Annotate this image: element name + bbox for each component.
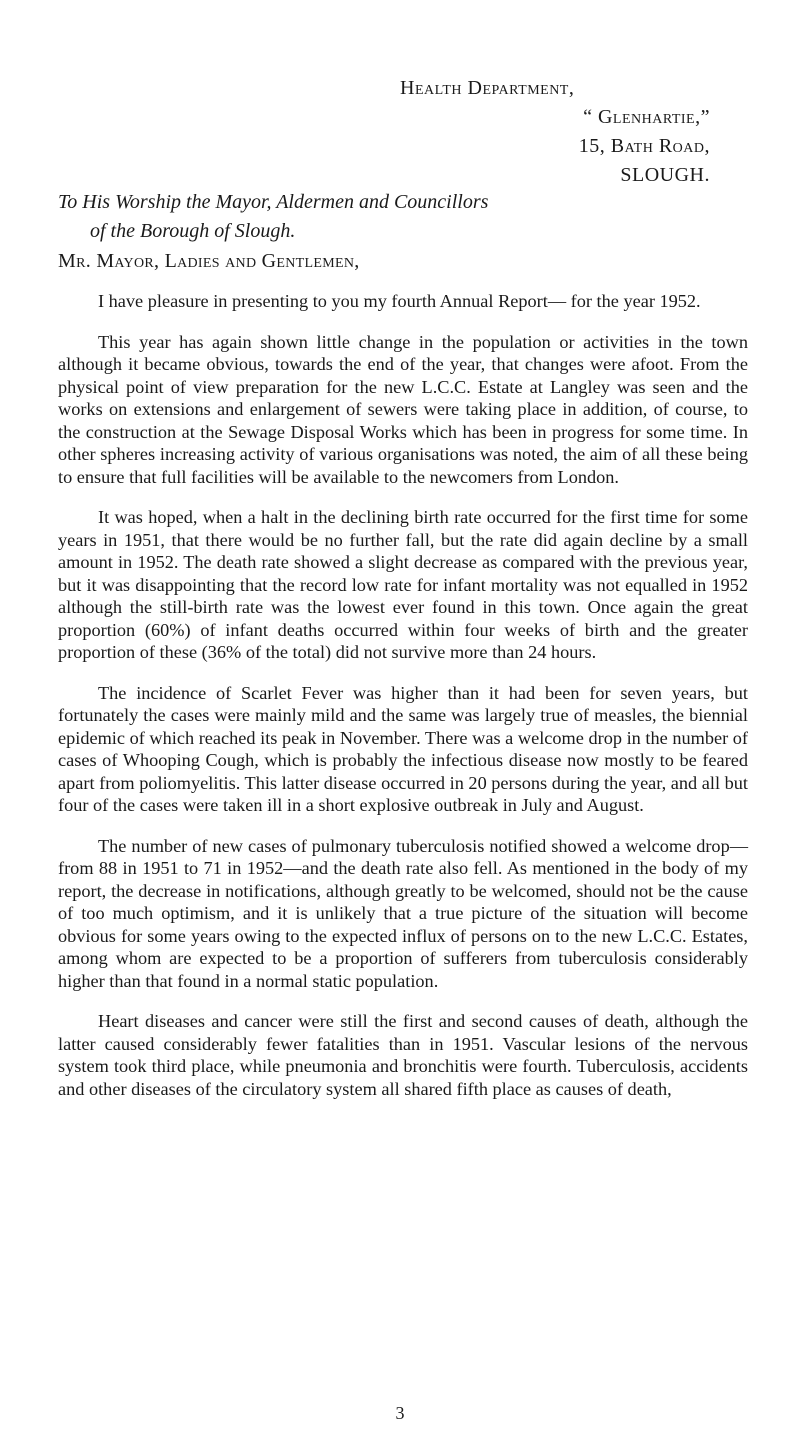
- paragraph-causes-of-death: Heart diseases and cancer were still the first and second causes of death, although the latter caused considerably fewer fatalities than in 1951. Vascular lesions of the nervous system took third place, while pneumonia and bronchitis were fourth. Tuberculosis, accidents and other diseases of the circulatory system all shared fifth place as causes of death,: [58, 1011, 748, 1099]
- address-town: SLOUGH.: [620, 164, 710, 186]
- recipient-line-1: To His Worship the Mayor, Aldermen and Councillors: [58, 191, 489, 213]
- address-building: “ Glenhartie,”: [583, 106, 710, 128]
- recipient-line-2: of the Borough of Slough.: [90, 220, 296, 242]
- recipient-block: [58, 188, 678, 246]
- letterhead-address: [370, 74, 710, 190]
- address-department: Health Department,: [400, 77, 575, 99]
- paragraph-population: This year has again shown little change in the population or activities in the town although it became obvious, towards the end of the year, that changes were afoot. From the physical point of view preparation for the new L.C.C. Estate at Langley was seen and the works on extensions and enlargement of sewers were taking place in addition, of course, to the construction at the Sewage Disposal Works which has been in progress for some time. In other spheres increasing activity of various organisations was noted, the aim of all these being to ensure that full facilities will be available to the newcomers from London.: [58, 331, 748, 487]
- paragraph-opening: I have pleasure in presenting to you my fourth Annual Report— for the year 1952.: [98, 291, 701, 311]
- page-number: 3: [395, 1403, 405, 1423]
- salutation: Mr. Mayor, Ladies and Gentlemen,: [58, 250, 360, 272]
- paragraph-infectious-disease: The incidence of Scarlet Fever was higher than it had been for seven years, but fortunately the cases were mainly mild and the same was largely true of measles, the biennial epidemic of which reached its peak in November. There was a welcome drop in the number of cases of Whooping Cough, which is probably the infectious disease now mostly to be feared apart from poliomyelitis. This latter disease occurred in 20 persons during the year, and all but four of the cases were taken ill in a short explosive outbreak in July and August.: [58, 682, 748, 815]
- paragraph-tuberculosis: The number of new cases of pulmonary tuberculosis notified showed a welcome drop—from 88 in 1951 to 71 in 1952—and the death rate also fell. As mentioned in the body of my report, the decrease in notifications, although greatly to be welcomed, should not be the cause of too much optimism, and it is unlikely that a true picture of the situation will become obvious for some years owing to the expected influx of persons on to the new L.C.C. Estates, among whom are expected to be a proportion of sufferers from tuberculosis considerably higher than that found in a normal static population.: [58, 835, 748, 991]
- paragraph-birth-death-rates: It was hoped, when a halt in the declining birth rate occurred for the first time for some years in 1951, that there would be no further fall, but the rate did again decline by a small amount in 1952. The death rate showed a slight decrease as compared with the previous year, but it was disappointing that the record low rate for infant mortality was not equalled in 1952 although the still-birth rate was the lowest ever found in this town. Once again the great proportion (60%) of infant deaths occurred within four weeks of birth and the greater proportion of these (36% of the total) did not survive more than 24 hours.: [58, 507, 748, 662]
- letter-body: [58, 290, 748, 1118]
- address-street: 15, Bath Road,: [578, 135, 710, 157]
